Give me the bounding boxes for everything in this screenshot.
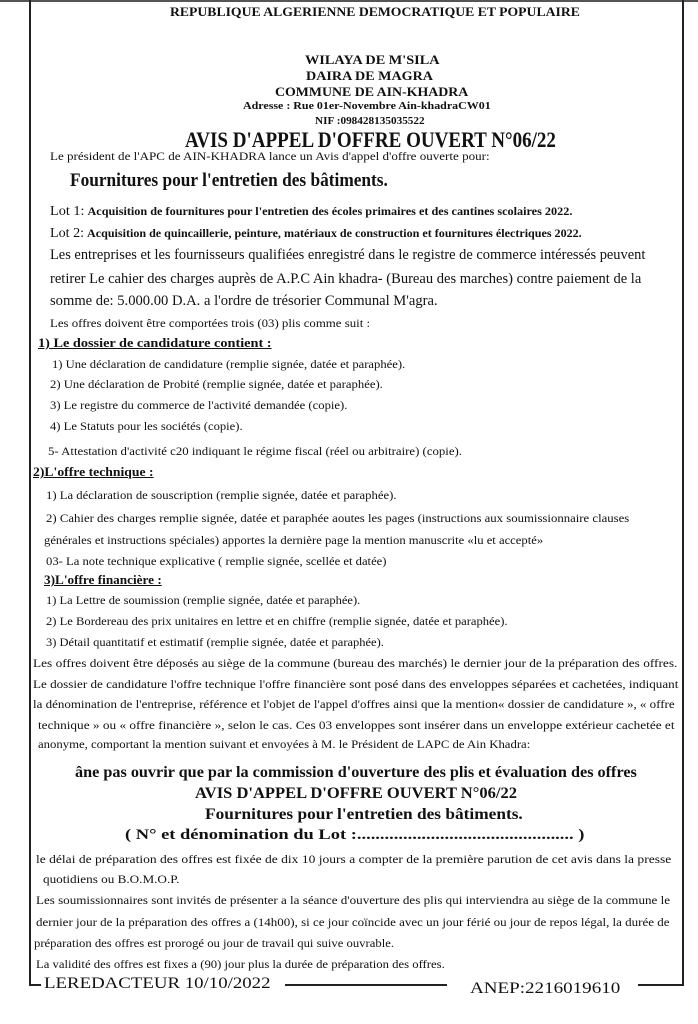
deposit-line: technique » ou « offre financière », selon le cas. Ces 03 enveloppes sont insérer dans un enveloppe extérieur cachetée et: [38, 718, 675, 732]
eligibility-line: Les entreprises et les fournisseurs qualifiées enregistré dans le registre de commerce intéressés peuvent: [50, 247, 646, 263]
deposit-line: Le dossier de candidature l'offre technique l'offre financière sont posé dans des enveloppes séparées et cachetées, indiquant: [33, 677, 679, 691]
list-item: 4) Le Statuts pour les sociétés (copie).: [50, 419, 243, 433]
list-item: 2) Le Bordereau des prix unitaires en lettre et en chiffre (remplie signée, datée et paraphée).: [46, 614, 508, 628]
closing-line: préparation des offres est prorogé ou jour de travail qui suive ouvrable.: [34, 936, 395, 950]
list-item: 1) Une déclaration de candidature (remplie signée, datée et paraphée).: [52, 357, 406, 371]
plis-intro: Les offres doivent être comportées trois (03) plis comme suit :: [50, 316, 371, 330]
address-line: Adresse : Rue 01er-Novembre Ain-khadraCW01: [243, 100, 491, 112]
lot-label: Lot 2:: [50, 226, 85, 241]
list-item: générales et instructions spéciales) apportes la dernière page la mention manuscrite «lu et accepté»: [44, 533, 544, 547]
deposit-line: la dénomination de l'entreprise, référence et l'objet de l'appel d'offres ainsi que la mention« dossier de candidature », « offre: [33, 697, 675, 711]
closing-line: Les soumissionnaires sont invités de présenter a la séance d'ouverture des plis qui interviendra au siège de la commune le: [36, 893, 670, 907]
list-item: 2) Cahier des charges remplie signée, datée et paraphée aoutes les pages (instructions aux soumissionnaire clauses: [46, 511, 630, 525]
frame-bottom-left: [29, 984, 41, 986]
list-item: 03- La note technique explicative ( remplie signée, scellée et datée): [46, 554, 387, 568]
top-edge: [0, 0, 698, 2]
daira-line: DAIRA DE MAGRA: [306, 68, 433, 83]
envelope-lot-line: ( N° et dénomination du Lot :............................................... ): [125, 827, 585, 843]
lot-2: [50, 227, 582, 241]
lot-text: Acquisition de fournitures pour l'entretien des écoles primaires et des cantines scolaires 2022.: [87, 204, 573, 218]
frame-right: [682, 0, 684, 985]
frame-left: [29, 0, 31, 985]
closing-line: quotidiens ou B.O.M.O.P.: [43, 872, 180, 886]
closing-line: La validité des offres est fixes a (90) jour plus la durée de préparation des offres.: [36, 957, 445, 971]
anep-reference: ANEP:2216019610: [470, 980, 621, 997]
intro-text: Le président de l'APC de AIN-KHADRA lance un Avis d'appel d'offre ouverte pour:: [50, 149, 490, 163]
subject-heading: Fournitures pour l'entretien des bâtiments.: [70, 170, 388, 191]
lot-1: [50, 205, 572, 219]
closing-line: le délai de préparation des offres est fixée de dix 10 jours a compter de la première parution de cet avis dans la presse: [36, 852, 672, 866]
frame-bottom-right: [638, 984, 684, 986]
closing-line: dernier jour de la préparation des offres a (14h00), si ce jour coïncide avec un jour férié ou jour de repos légal, la durée de: [36, 915, 670, 929]
list-item: 1) La déclaration de souscription (remplie signée, datée et paraphée).: [46, 488, 397, 502]
republic-heading: REPUBLIQUE ALGERIENNE DEMOCRATIQUE ET POPULAIRE: [170, 4, 580, 19]
envelope-title: AVIS D'APPEL D'OFFRE OUVERT N°06/22: [195, 785, 517, 802]
wilaya-line: WILAYA DE M'SILA: [305, 52, 440, 67]
page-title: AVIS D'APPEL D'OFFRE OUVERT N°06/22: [185, 127, 556, 152]
lot-text: Acquisition de quincaillerie, peinture, matériaux de construction et fournitures électriques 2022.: [87, 226, 582, 240]
envelope-subject: Fournitures pour l'entretien des bâtiments.: [205, 806, 523, 823]
list-item: 2) Une déclaration de Probité (remplie signée, datée et paraphée).: [50, 377, 383, 391]
redacteur-signature: LEREDACTEUR 10/10/2022: [44, 975, 271, 992]
eligibility-line: retirer Le cahier des charges auprès de A.P.C Ain khadra- (Bureau des marches) contre paiement de la: [50, 271, 642, 287]
section-heading-technique: 2)L'offre technique :: [33, 464, 154, 479]
section-heading-candidature: 1) Le dossier de candidature contient :: [38, 335, 272, 350]
list-item: 3) Détail quantitatif et estimatif (remplie signée, datée et paraphée).: [46, 635, 384, 649]
envelope-warning: âne pas ouvrir que par la commission d'ouverture des plis et évaluation des offres: [75, 764, 637, 781]
frame-bottom-mid: [285, 984, 447, 986]
commune-line: COMMUNE DE AIN-KHADRA: [275, 84, 469, 99]
section-heading-financiere: 3)L'offre financière :: [44, 572, 162, 587]
deposit-line: Les offres doivent être déposés au siège de la commune (bureau des marchés) le dernier jour de la préparation des offres.: [33, 656, 678, 670]
eligibility-line: somme de: 5.000.00 D.A. a l'ordre de trésorier Communal M'agra.: [50, 293, 438, 309]
list-item: 1) La Lettre de soumission (remplie signée, datée et paraphée).: [46, 593, 361, 607]
nif-line: NIF :098428135035522: [315, 116, 425, 127]
list-item: 3) Le registre du commerce de l'activité demandée (copie).: [50, 398, 348, 412]
deposit-line: anonyme, comportant la mention suivant et envoyées à M. le Président de LAPC de Ain Khadra:: [38, 737, 531, 751]
list-item: 5- Attestation d'activité c20 indiquant le régime fiscal (réel ou arbitraire) (copie).: [48, 444, 463, 458]
lot-label: Lot 1:: [50, 204, 85, 219]
